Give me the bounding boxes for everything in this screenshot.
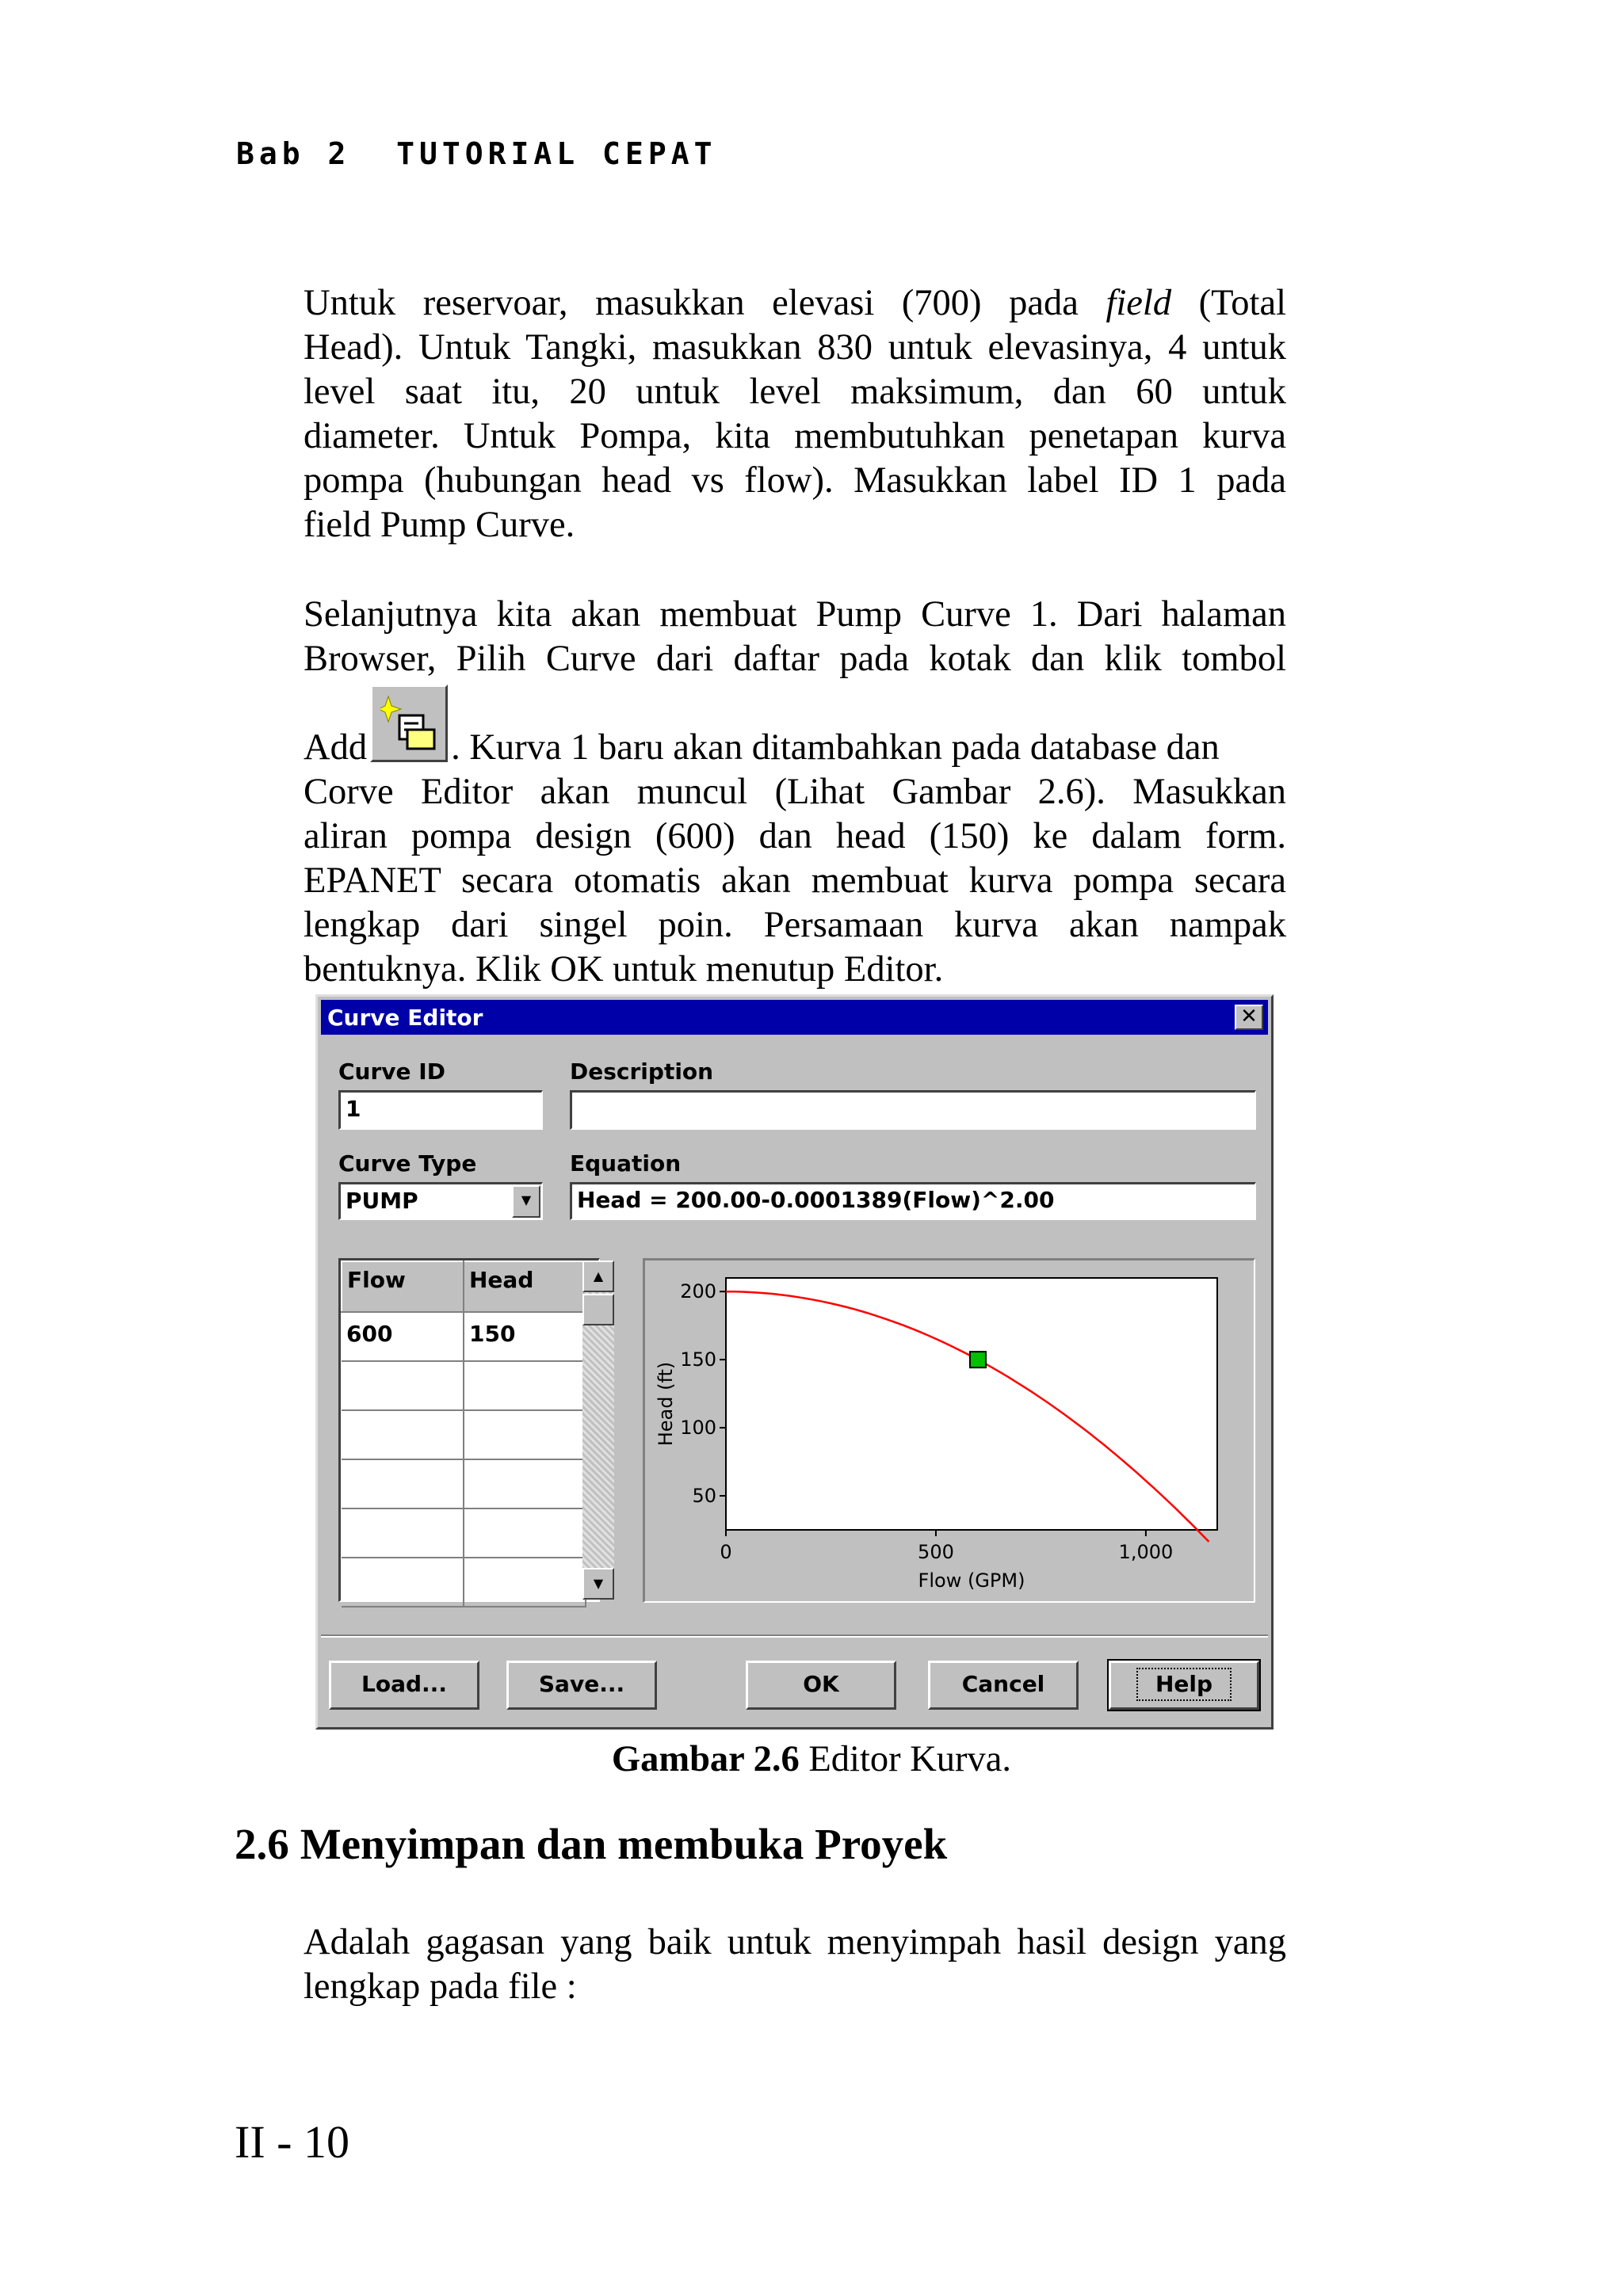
curve-data-grid xyxy=(338,1258,600,1602)
curve-editor-dialog xyxy=(315,994,1274,1730)
chapter-title: TUTORIAL CEPAT xyxy=(396,136,717,171)
equation-display: Head = 200.00-0.0001389(Flow)^2.00 xyxy=(570,1182,1256,1220)
add-sparkle-icon xyxy=(380,693,437,755)
close-button[interactable]: ✕ xyxy=(1235,1005,1263,1030)
x-tick-label: 500 xyxy=(918,1541,954,1563)
grid-header-cell[interactable]: Head xyxy=(464,1261,586,1312)
design-point-marker xyxy=(970,1352,986,1367)
paragraph-line: Untuk reservoar, masukkan elevasi (700) pada field (Total xyxy=(304,283,1287,323)
paragraph-1 xyxy=(304,281,1286,547)
help-button-label: Help xyxy=(1136,1668,1232,1701)
curve-type-select[interactable] xyxy=(338,1182,543,1220)
curve-id-label: Curve ID xyxy=(338,1058,445,1085)
table-row xyxy=(342,1361,586,1410)
paragraph-2 xyxy=(304,593,1286,992)
scroll-up-icon[interactable]: ▲ xyxy=(582,1261,614,1292)
dialog-title: Curve Editor xyxy=(327,1005,483,1031)
grid-cell[interactable] xyxy=(464,1508,586,1558)
paragraph-line: pompa (hubungan head vs flow). Masukkan label ID 1 pada xyxy=(304,460,1286,501)
curve-type-value: PUMP xyxy=(346,1188,418,1214)
figure-text: Editor Kurva. xyxy=(808,1739,1012,1779)
grid-cell[interactable] xyxy=(464,1410,586,1459)
save-button[interactable]: Save... xyxy=(506,1661,657,1710)
dropdown-arrow-icon[interactable]: ▼ xyxy=(512,1185,540,1218)
y-tick-label: 150 xyxy=(680,1348,716,1371)
cancel-button[interactable]: Cancel xyxy=(928,1661,1079,1710)
y-axis-label: Head (ft) xyxy=(655,1361,677,1447)
scroll-thumb[interactable] xyxy=(582,1294,614,1325)
ok-button[interactable]: OK xyxy=(746,1661,896,1710)
grid-cell[interactable] xyxy=(342,1558,464,1607)
figure-caption xyxy=(0,1738,1623,1780)
page-number: II - 10 xyxy=(235,2116,349,2168)
section-title: Menyimpan dan membuka Proyek xyxy=(300,1820,948,1868)
paragraph-line: Selanjutnya kita akan membuat Pump Curve 1. Dari halaman xyxy=(304,594,1286,635)
paragraph-line: bentuknya. Klik OK untuk menutup Editor. xyxy=(304,949,944,990)
paragraph-line: Add . Kurva 1 baru akan ditambahkan pada database dan xyxy=(304,681,1286,770)
grid-cell[interactable] xyxy=(464,1459,586,1508)
plot-area xyxy=(726,1278,1217,1530)
paragraph-line: aliran pompa design (600) dan head (150) ke dalam form. xyxy=(304,816,1286,856)
grid-cell[interactable] xyxy=(464,1361,586,1410)
table-row xyxy=(342,1410,586,1459)
grid-scrollbar[interactable] xyxy=(582,1261,614,1600)
paragraph-3 xyxy=(304,1920,1286,2009)
curve-data-table xyxy=(341,1261,586,1608)
curve-plot-panel xyxy=(643,1258,1255,1603)
curve-type-label: Curve Type xyxy=(338,1150,477,1177)
grid-cell[interactable] xyxy=(342,1508,464,1558)
description-input[interactable] xyxy=(570,1090,1256,1130)
emphasis-field: field xyxy=(1106,283,1172,323)
pump-curve-chart xyxy=(645,1261,1254,1601)
paragraph-line: lengkap dari singel poin. Persamaan kurva akan nampak xyxy=(304,905,1286,945)
paragraph-line: diameter. Untuk Pompa, kita membutuhkan penetapan kurva xyxy=(304,416,1286,456)
help-button[interactable] xyxy=(1109,1661,1259,1710)
table-row xyxy=(342,1312,586,1361)
table-row xyxy=(342,1459,586,1508)
section-heading xyxy=(235,1819,947,1869)
grid-cell[interactable] xyxy=(342,1361,464,1410)
grid-header-cell[interactable]: Flow xyxy=(342,1261,464,1312)
chapter-label: Bab 2 xyxy=(236,136,351,171)
paragraph-line: EPANET secara otomatis akan membuat kurva pompa secara xyxy=(304,860,1286,901)
y-tick-label: 200 xyxy=(680,1280,716,1303)
y-tick-label: 50 xyxy=(692,1485,716,1508)
paragraph-line: field Pump Curve. xyxy=(304,505,575,545)
section-number: 2.6 xyxy=(235,1820,289,1868)
grid-cell[interactable] xyxy=(342,1410,464,1459)
x-axis-label: Flow (GPM) xyxy=(918,1569,1025,1592)
y-tick-label: 100 xyxy=(680,1417,716,1440)
paragraph-line: Adalah gagasan yang baik untuk menyimpah hasil design yang xyxy=(304,1922,1286,1962)
running-header xyxy=(236,136,716,171)
figure-label: Gambar 2.6 xyxy=(611,1739,800,1779)
paragraph-line: Browser, Pilih Curve dari daftar pada kotak dan klik tombol xyxy=(304,639,1286,679)
description-label: Description xyxy=(570,1058,714,1085)
dialog-title-bar xyxy=(321,1000,1268,1035)
paragraph-line: level saat itu, 20 untuk level maksimum, dan 60 untuk xyxy=(304,372,1286,412)
x-tick-label: 0 xyxy=(720,1541,732,1563)
paragraph-line: Corve Editor akan muncul (Lihat Gambar 2.6). Masukkan xyxy=(304,772,1286,812)
add-button-icon[interactable] xyxy=(370,685,448,762)
load-button[interactable]: Load... xyxy=(329,1661,479,1710)
grid-cell[interactable] xyxy=(464,1558,586,1607)
scroll-down-icon[interactable]: ▼ xyxy=(582,1568,614,1600)
grid-cell[interactable]: 600 xyxy=(342,1312,464,1361)
equation-label: Equation xyxy=(570,1150,682,1177)
grid-cell[interactable]: 150 xyxy=(464,1312,586,1361)
paragraph-line: lengkap pada file : xyxy=(304,1966,577,2007)
curve-id-input[interactable]: 1 xyxy=(338,1090,543,1130)
button-separator xyxy=(321,1634,1268,1638)
grid-cell[interactable] xyxy=(342,1459,464,1508)
x-tick-label: 1,000 xyxy=(1118,1541,1174,1563)
paragraph-line: Head). Untuk Tangki, masukkan 830 untuk elevasinya, 4 untuk xyxy=(304,327,1286,368)
table-row xyxy=(342,1558,586,1607)
table-row xyxy=(342,1508,586,1558)
